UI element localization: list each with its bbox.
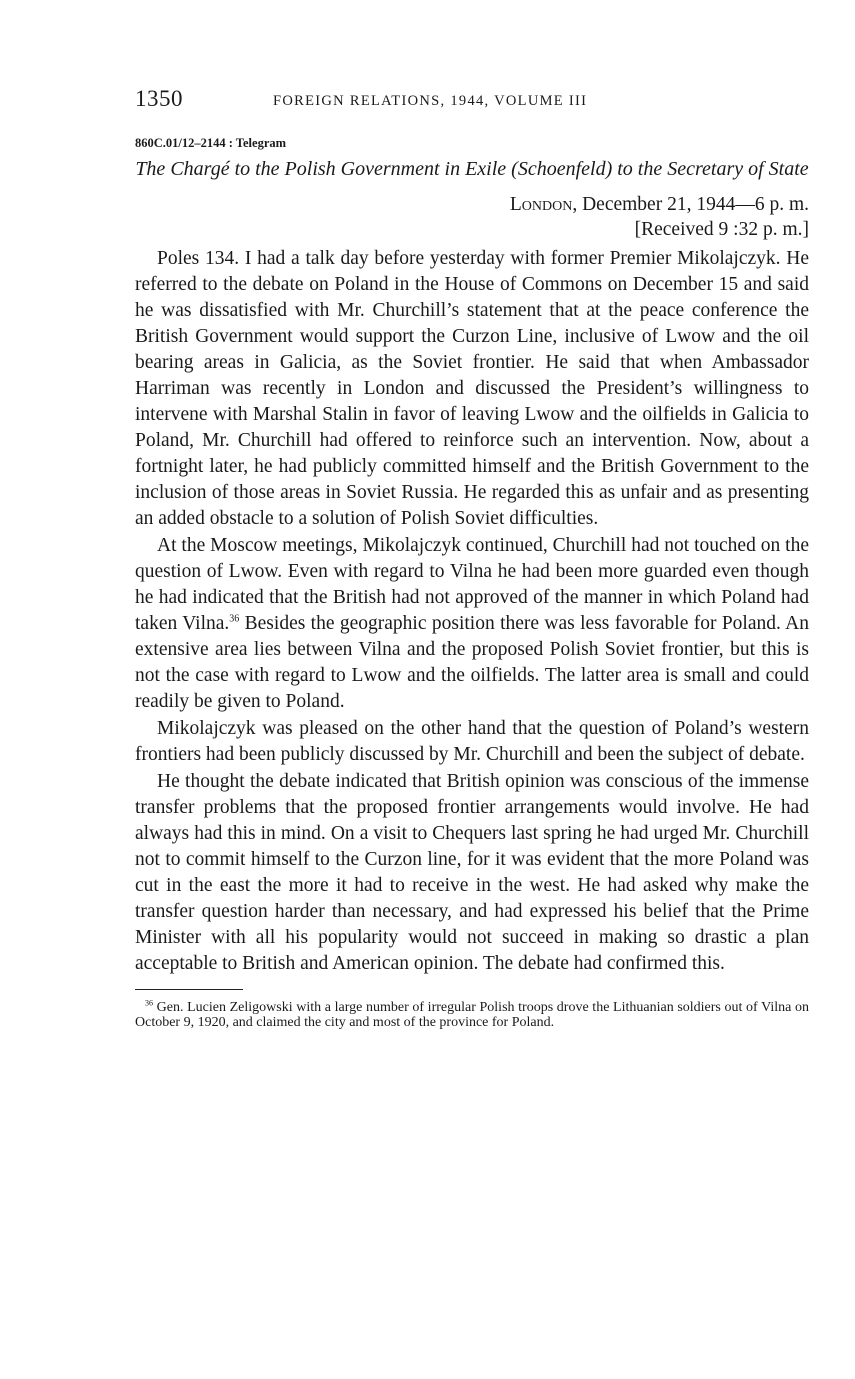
paragraph-2 <box>135 533 809 715</box>
dateline-received: [Received 9 :32 p. m.] <box>634 219 809 240</box>
paragraph-1: Poles 134. I had a talk day before yesterday with former Premier Mikolajczyk. He referred to the debate on Poland in the House of Commons on December 15 and said he was dissatisfied with Mr. Churchill’s statement that at the peace conference the British Government would support the Curzon Line, inclusive of Lwow and the oil bearing areas in Galicia, as the Soviet frontier. He said that when Ambassador Harriman was recently in London and discussed the President’s willingness to intervene with Marshal Stalin in favor of leaving Lwow and the oilfields in Galicia to Poland, Mr. Churchill had offered to reinforce such an intervention. Now, about a fortnight later, he had publicly committed himself and the British Government to the inclusion of those areas in Soviet Russia. He regarded this as unfair and as presenting an added obstacle to a solution of Polish Soviet difficulties. <box>135 248 809 529</box>
page-number: 1350 <box>135 86 183 111</box>
footnote-mark: 36 <box>145 998 153 1008</box>
paragraph-3: Mikolajczyk was pleased on the other hand that the question of Poland’s western frontiers had been publicly discussed by Mr. Churchill and been the subject of debate. <box>135 718 809 765</box>
footnote <box>135 1000 809 1030</box>
footnote-divider <box>135 989 243 990</box>
paragraph-2-text-b: Besides the geographic position there was less favorable for Poland. An extensive area lies between Vilna and the proposed Polish Soviet frontier, but this is not the case with regard to Lwow and the oilfields. The latter area is small and could readily be given to Poland. <box>135 613 810 712</box>
document-reference: 860C.01/12–2144 : Telegram <box>135 136 287 150</box>
dateline-city: London <box>509 194 573 215</box>
running-header <box>135 86 809 120</box>
paragraph-2-text-a: At the Moscow meetings, Mikolajczyk continued, Churchill had not touched on the question of Lwow. Even with regard to Vilna he had been more guarded even though he had indicated that the British had not approved of the manner in which Poland had taken Vilna. <box>135 535 809 634</box>
document-page <box>135 86 809 1030</box>
dateline <box>135 192 809 242</box>
telegram-body <box>135 246 809 977</box>
footnote-text: Gen. Lucien Zeligowski with a large number of irregular Polish troops drove the Lithuanian soldiers out of Vilna on October 9, 1920, and claimed the city and most of the province for Poland. <box>135 1000 809 1030</box>
dateline-sent <box>135 192 809 217</box>
document-title: The Chargé to the Polish Government in Exile (Schoenfeld) to the Secretary of State <box>135 158 809 180</box>
footnote-reference[interactable]: 36 <box>229 613 240 625</box>
running-title: FOREIGN RELATIONS, 1944, VOLUME III <box>273 93 588 109</box>
dateline-date: , December 21, 1944—6 p. m. <box>572 194 809 215</box>
paragraph-4: He thought the debate indicated that British opinion was conscious of the immense transfer problems that the proposed frontier arrangements would involve. He had always had this in mind. On a visit to Chequers last spring he had urged Mr. Churchill not to commit himself to the Curzon line, for it was evident that the more Poland was cut in the east the more it had to receive in the west. He had asked why make the transfer question harder than necessary, and had expressed his belief that the Prime Minister with all his popularity would not succeed in making so drastic a plan acceptable to British and American opinion. The debate had confirmed this. <box>135 771 809 974</box>
